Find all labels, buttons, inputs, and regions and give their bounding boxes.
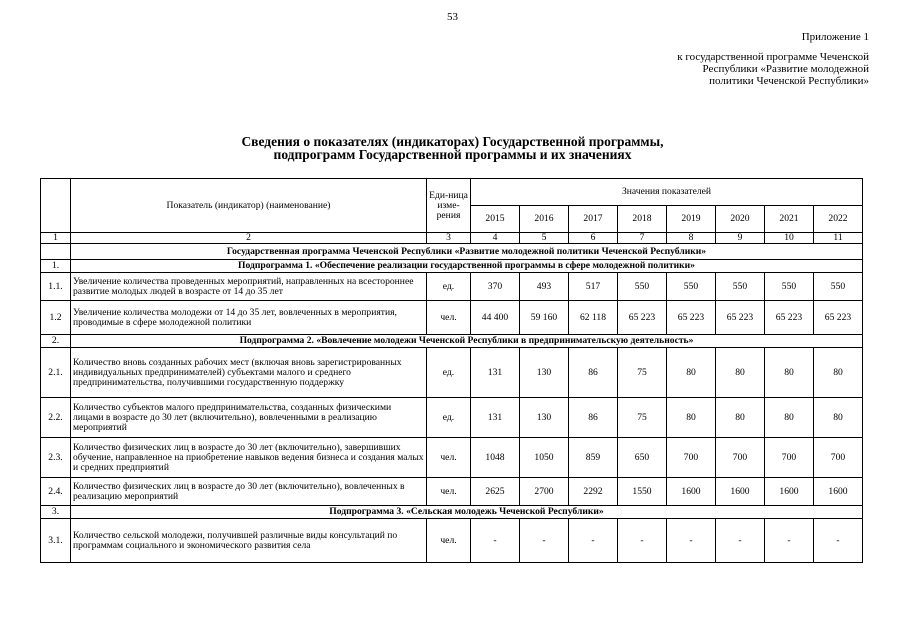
row-unit: ед. (427, 273, 471, 301)
col-number: 5 (520, 233, 569, 244)
row-unit: чел. (427, 301, 471, 335)
page-number: 53 (447, 11, 458, 23)
row-value: 75 (618, 398, 667, 438)
header-year: 2019 (667, 206, 716, 233)
row-value: 80 (716, 398, 765, 438)
program-title: Государственная программа Чеченской Республики «Развитие молодежной политики Чеченской Республики» (71, 244, 863, 260)
col-number: 1 (41, 233, 71, 244)
appendix-line-2: Республики «Развитие молодежной (702, 63, 869, 75)
row-unit: ед. (427, 348, 471, 398)
table-row (41, 438, 863, 478)
row-value: 80 (814, 398, 863, 438)
appendix-line-3: политики Чеченской Республики» (709, 75, 869, 87)
row-value: 1050 (520, 438, 569, 478)
row-value: - (667, 519, 716, 563)
subprogram-number: 3. (41, 506, 71, 519)
row-value: - (618, 519, 667, 563)
row-value: 493 (520, 273, 569, 301)
row-indicator: Количество субъектов малого предпринимательства, созданных физическими лицами в возрасте до 30 лет (включительно), вовлеченными в реализацию мероприятий (71, 398, 427, 438)
row-unit: чел. (427, 438, 471, 478)
appendix-note (609, 31, 869, 87)
header-row-1 (41, 179, 863, 206)
table-row (41, 519, 863, 563)
row-indicator: Увеличение количества проведенных мероприятий, направленных на всестороннее развитие молодых людей в возрасте от 14 до 35 лет (71, 273, 427, 301)
row-value: 650 (618, 438, 667, 478)
row-value: 65 223 (716, 301, 765, 335)
header-indicator: Показатель (индикатор) (наименование) (71, 179, 427, 233)
indicators-table (40, 178, 863, 563)
row-number: 1.1. (41, 273, 71, 301)
subprogram-title: Подпрограмма 3. «Сельская молодежь Чеченской Республики» (71, 506, 863, 519)
subprogram-title: Подпрограмма 1. «Обеспечение реализации государственной программы в сфере молодежной политики» (71, 260, 863, 273)
col-number: 3 (427, 233, 471, 244)
header-year: 2021 (765, 206, 814, 233)
appendix-line-1: к государственной программе Чеченской (677, 51, 869, 63)
header-year: 2016 (520, 206, 569, 233)
col-number: 7 (618, 233, 667, 244)
row-value: 1600 (716, 478, 765, 506)
header-year: 2020 (716, 206, 765, 233)
row-indicator: Количество физических лиц в возрасте до 30 лет (включительно), завершивших обучение, направленное на приобретение навыков ведения бизнеса и создания малых и средних предприятий (71, 438, 427, 478)
header-year: 2018 (618, 206, 667, 233)
row-value: 517 (569, 273, 618, 301)
row-value: 131 (471, 348, 520, 398)
row-value: - (569, 519, 618, 563)
row-value: - (520, 519, 569, 563)
row-value: 80 (765, 348, 814, 398)
row-value: 131 (471, 398, 520, 438)
subprogram-title: Подпрограмма 2. «Вовлечение молодежи Чеченской Республики в предпринимательскую деятельность» (71, 335, 863, 348)
row-value: 1600 (814, 478, 863, 506)
row-number: 2.2. (41, 398, 71, 438)
row-value: 130 (520, 398, 569, 438)
table-row (41, 348, 863, 398)
row-value: 65 223 (814, 301, 863, 335)
col-number: 2 (71, 233, 427, 244)
header-unit: Еди-ница изме-рения (427, 179, 471, 233)
row-value: 550 (765, 273, 814, 301)
row-number: 2.4. (41, 478, 71, 506)
row-value: 65 223 (667, 301, 716, 335)
row-value: 550 (667, 273, 716, 301)
col-number: 10 (765, 233, 814, 244)
row-value: 550 (618, 273, 667, 301)
row-value: 370 (471, 273, 520, 301)
row-indicator: Количество сельской молодежи, получившей различные виды консультаций по программам социального и экономического развития села (71, 519, 427, 563)
header-year: 2022 (814, 206, 863, 233)
row-value: 86 (569, 398, 618, 438)
table-row (41, 273, 863, 301)
row-value: 80 (716, 348, 765, 398)
subprogram-number: 2. (41, 335, 71, 348)
row-value: 700 (667, 438, 716, 478)
header-year: 2015 (471, 206, 520, 233)
row-number: 2.1. (41, 348, 71, 398)
row-number: 2.3. (41, 438, 71, 478)
row-value: 80 (814, 348, 863, 398)
row-value: 700 (814, 438, 863, 478)
row-number: 3.1. (41, 519, 71, 563)
table-row (41, 398, 863, 438)
row-indicator: Количество вновь созданных рабочих мест (включая вновь зарегистрированных индивидуальных предпринимателей) субъектами малого и среднего предпринимательства, получившими государственную поддержку (71, 348, 427, 398)
appendix-label: Приложение 1 (801, 31, 869, 43)
row-value: 44 400 (471, 301, 520, 335)
header-year: 2017 (569, 206, 618, 233)
row-value: 59 160 (520, 301, 569, 335)
row-unit: чел. (427, 519, 471, 563)
row-unit: чел. (427, 478, 471, 506)
column-numbers-row (41, 233, 863, 244)
col-number: 11 (814, 233, 863, 244)
subprogram-row (41, 260, 863, 273)
col-number: 6 (569, 233, 618, 244)
table-row (41, 301, 863, 335)
row-value: - (765, 519, 814, 563)
program-title-row (41, 244, 863, 260)
table-row (41, 478, 863, 506)
row-indicator: Увеличение количества молодежи от 14 до 35 лет, вовлеченных в мероприятия, проводимые в сфере молодежной политики (71, 301, 427, 335)
row-value: - (471, 519, 520, 563)
title-line-2: подпрограмм Государственной программы и их значениях (273, 147, 632, 162)
row-value: 1048 (471, 438, 520, 478)
header-blank-cell (41, 179, 71, 233)
row-value: 65 223 (765, 301, 814, 335)
subprogram-row (41, 335, 863, 348)
row-value: 80 (667, 348, 716, 398)
row-value: 859 (569, 438, 618, 478)
row-value: 75 (618, 348, 667, 398)
row-value: 80 (765, 398, 814, 438)
subprogram-row (41, 506, 863, 519)
row-value: 86 (569, 348, 618, 398)
row-value: 2700 (520, 478, 569, 506)
header-values: Значения показателей (471, 179, 863, 206)
row-value: 700 (716, 438, 765, 478)
row-value: 130 (520, 348, 569, 398)
row-unit: ед. (427, 398, 471, 438)
row-value: 1600 (765, 478, 814, 506)
row-value: 2292 (569, 478, 618, 506)
row-value: 62 118 (569, 301, 618, 335)
col-number: 4 (471, 233, 520, 244)
col-number: 8 (667, 233, 716, 244)
row-value: - (814, 519, 863, 563)
row-value: 1600 (667, 478, 716, 506)
row-value: 700 (765, 438, 814, 478)
row-value: 550 (716, 273, 765, 301)
row-value: 2625 (471, 478, 520, 506)
row-indicator: Количество физических лиц в возрасте до 30 лет (включительно), вовлеченных в реализацию мероприятий (71, 478, 427, 506)
row-value: 80 (667, 398, 716, 438)
subprogram-number: 1. (41, 260, 71, 273)
row-value: - (716, 519, 765, 563)
row-number: 1.2 (41, 301, 71, 335)
title-line-1: Сведения о показателях (индикаторах) Государственной программы, (241, 134, 664, 149)
col-number: 9 (716, 233, 765, 244)
row-value: 550 (814, 273, 863, 301)
document-title (0, 135, 905, 161)
row-value: 1550 (618, 478, 667, 506)
row-value: 65 223 (618, 301, 667, 335)
